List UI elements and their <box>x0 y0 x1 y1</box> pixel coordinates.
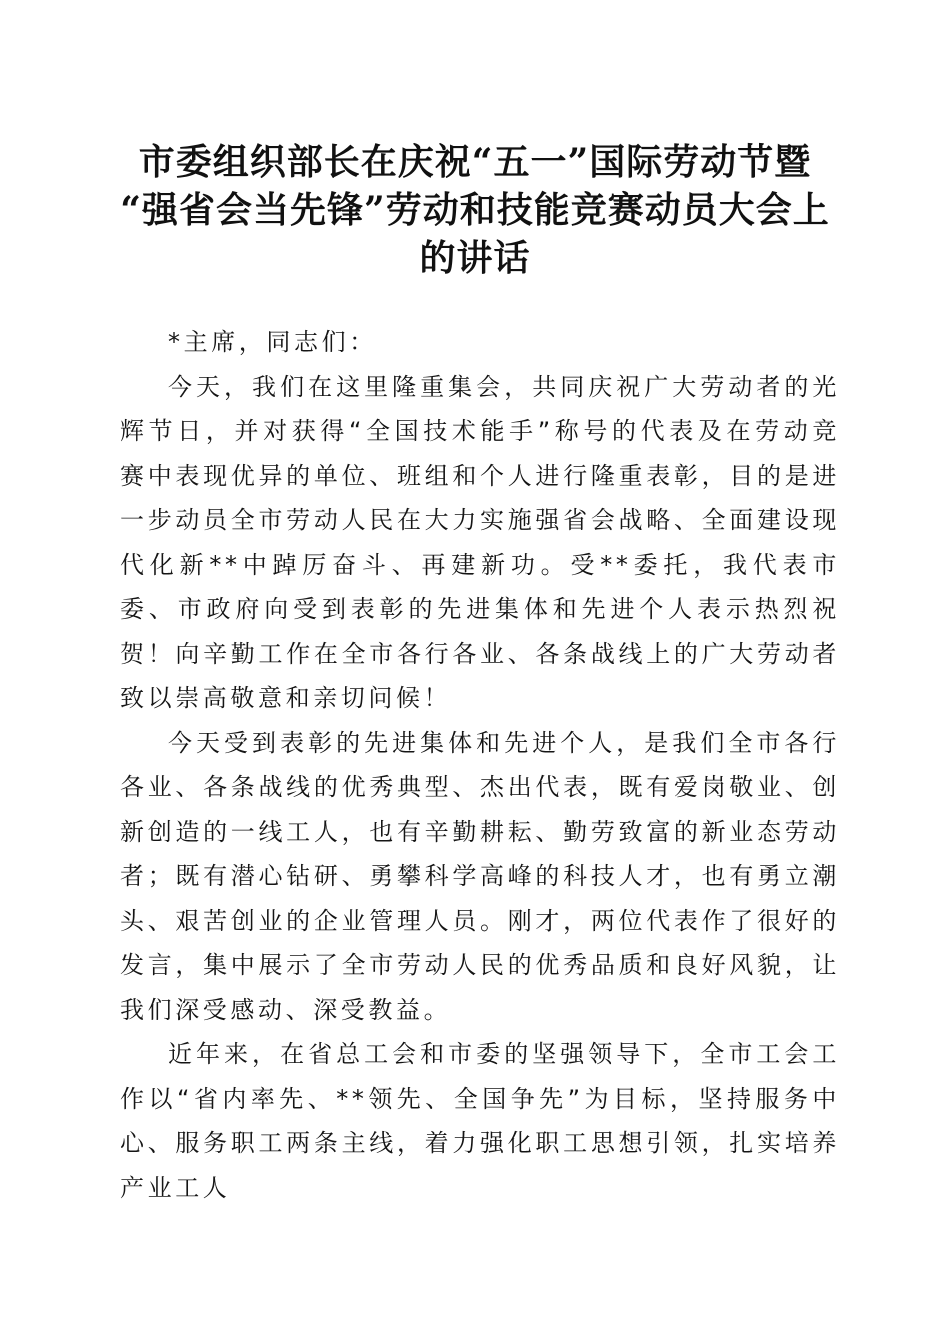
paragraph-2: 今天受到表彰的先进集体和先进个人，是我们全市各行各业、各条战线的优秀典型、杰出代表，既有爱岗敬业、创新创造的一线工人，也有辛勤耕耘、勤劳致富的新业态劳动者；既有潜心钻研、勇攀科学高峰的科技人才，也有勇立潮头、艰苦创业的企业管理人员。刚才，两位代表作了很好的发言，集中展示了全市劳动人民的优秀品质和良好风貌，让我们深受感动、深受教益。 <box>120 728 840 1024</box>
title-line-2: “强省会当先锋”劳动和技能竞赛动员大会上 <box>120 189 830 231</box>
title-line-1: 市委组织部长在庆祝“五一”国际劳动节暨 <box>138 141 812 183</box>
title-line-3: 的讲话 <box>419 237 531 279</box>
document-body <box>120 320 840 1210</box>
salutation: *主席，同志们： <box>168 328 377 356</box>
paragraph-1: 今天，我们在这里隆重集会，共同庆祝广大劳动者的光辉节日，并对获得“全国技术能手”称号的代表及在劳动竞赛中表现优异的单位、班组和个人进行隆重表彰，目的是进一步动员全市劳动人民在大力实施强省会战略、全面建设现代化新**中踔厉奋斗、再建新功。受**委托，我代表市委、市政府向受到表彰的先进集体和先进个人表示热烈祝贺！向辛勤工作在全市各行各业、各条战线上的广大劳动者致以崇高敬意和亲切问候！ <box>120 372 840 712</box>
paragraph-3: 近年来，在省总工会和市委的坚强领导下，全市工会工作以“省内率先、**领先、全国争先”为目标，坚持服务中心、服务职工两条主线，着力强化职工思想引领，扎实培养产业工人 <box>120 1040 840 1202</box>
document-title <box>110 138 840 282</box>
